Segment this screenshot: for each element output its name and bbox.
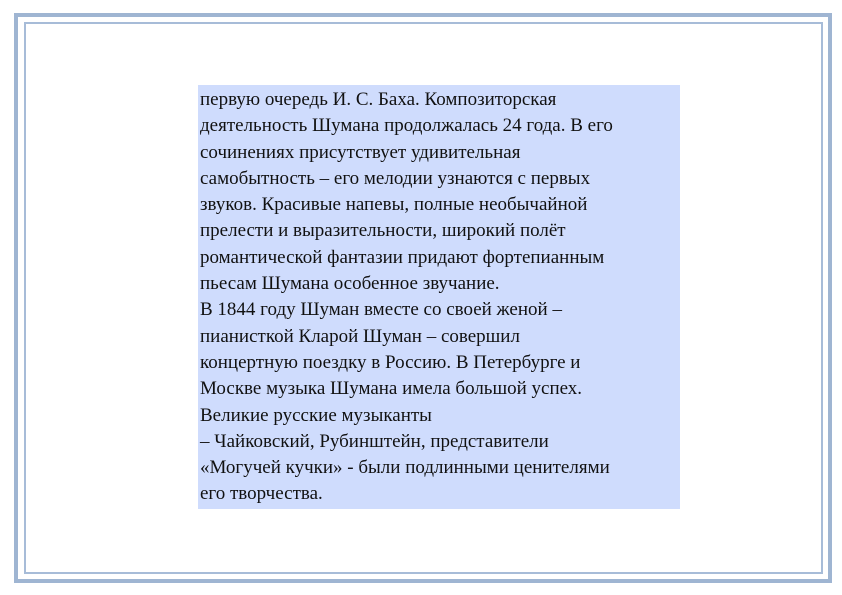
text-line: звуков. Красивые напевы, полные необычайной (200, 194, 588, 216)
text-line: – Чайковский, Рубинштейн, представители (200, 430, 549, 452)
text-block (198, 85, 680, 509)
text-line: Москве музыка Шумана имела большой успех. (200, 378, 583, 400)
text-line: самобытность – его мелодии узнаются с первых (200, 167, 591, 189)
text-line: деятельность Шумана продолжалась 24 года. В его (200, 115, 613, 137)
text-line: концертную поездку в Россию. В Петербурге и (200, 351, 581, 373)
text-line: его творчества. (200, 483, 323, 505)
text-line: сочинениях присутствует удивительная (200, 141, 521, 163)
text-line: пианисткой Кларой Шуман – совершил (200, 325, 520, 347)
text-line: «Могучей кучки» - были подлинными ценителями (200, 457, 610, 479)
text-line: прелести и выразительности, широкий полёт (200, 220, 566, 242)
text-line: Великие русские музыканты (200, 404, 432, 426)
text-line: романтической фантазии придают фортепианным (200, 246, 605, 268)
text-line: пьесам Шумана особенное звучание. (200, 273, 500, 295)
text-line: первую очередь И. С. Баха. Композиторская (200, 89, 557, 110)
text-line: В 1844 году Шуман вместе со своей женой – (200, 299, 562, 321)
